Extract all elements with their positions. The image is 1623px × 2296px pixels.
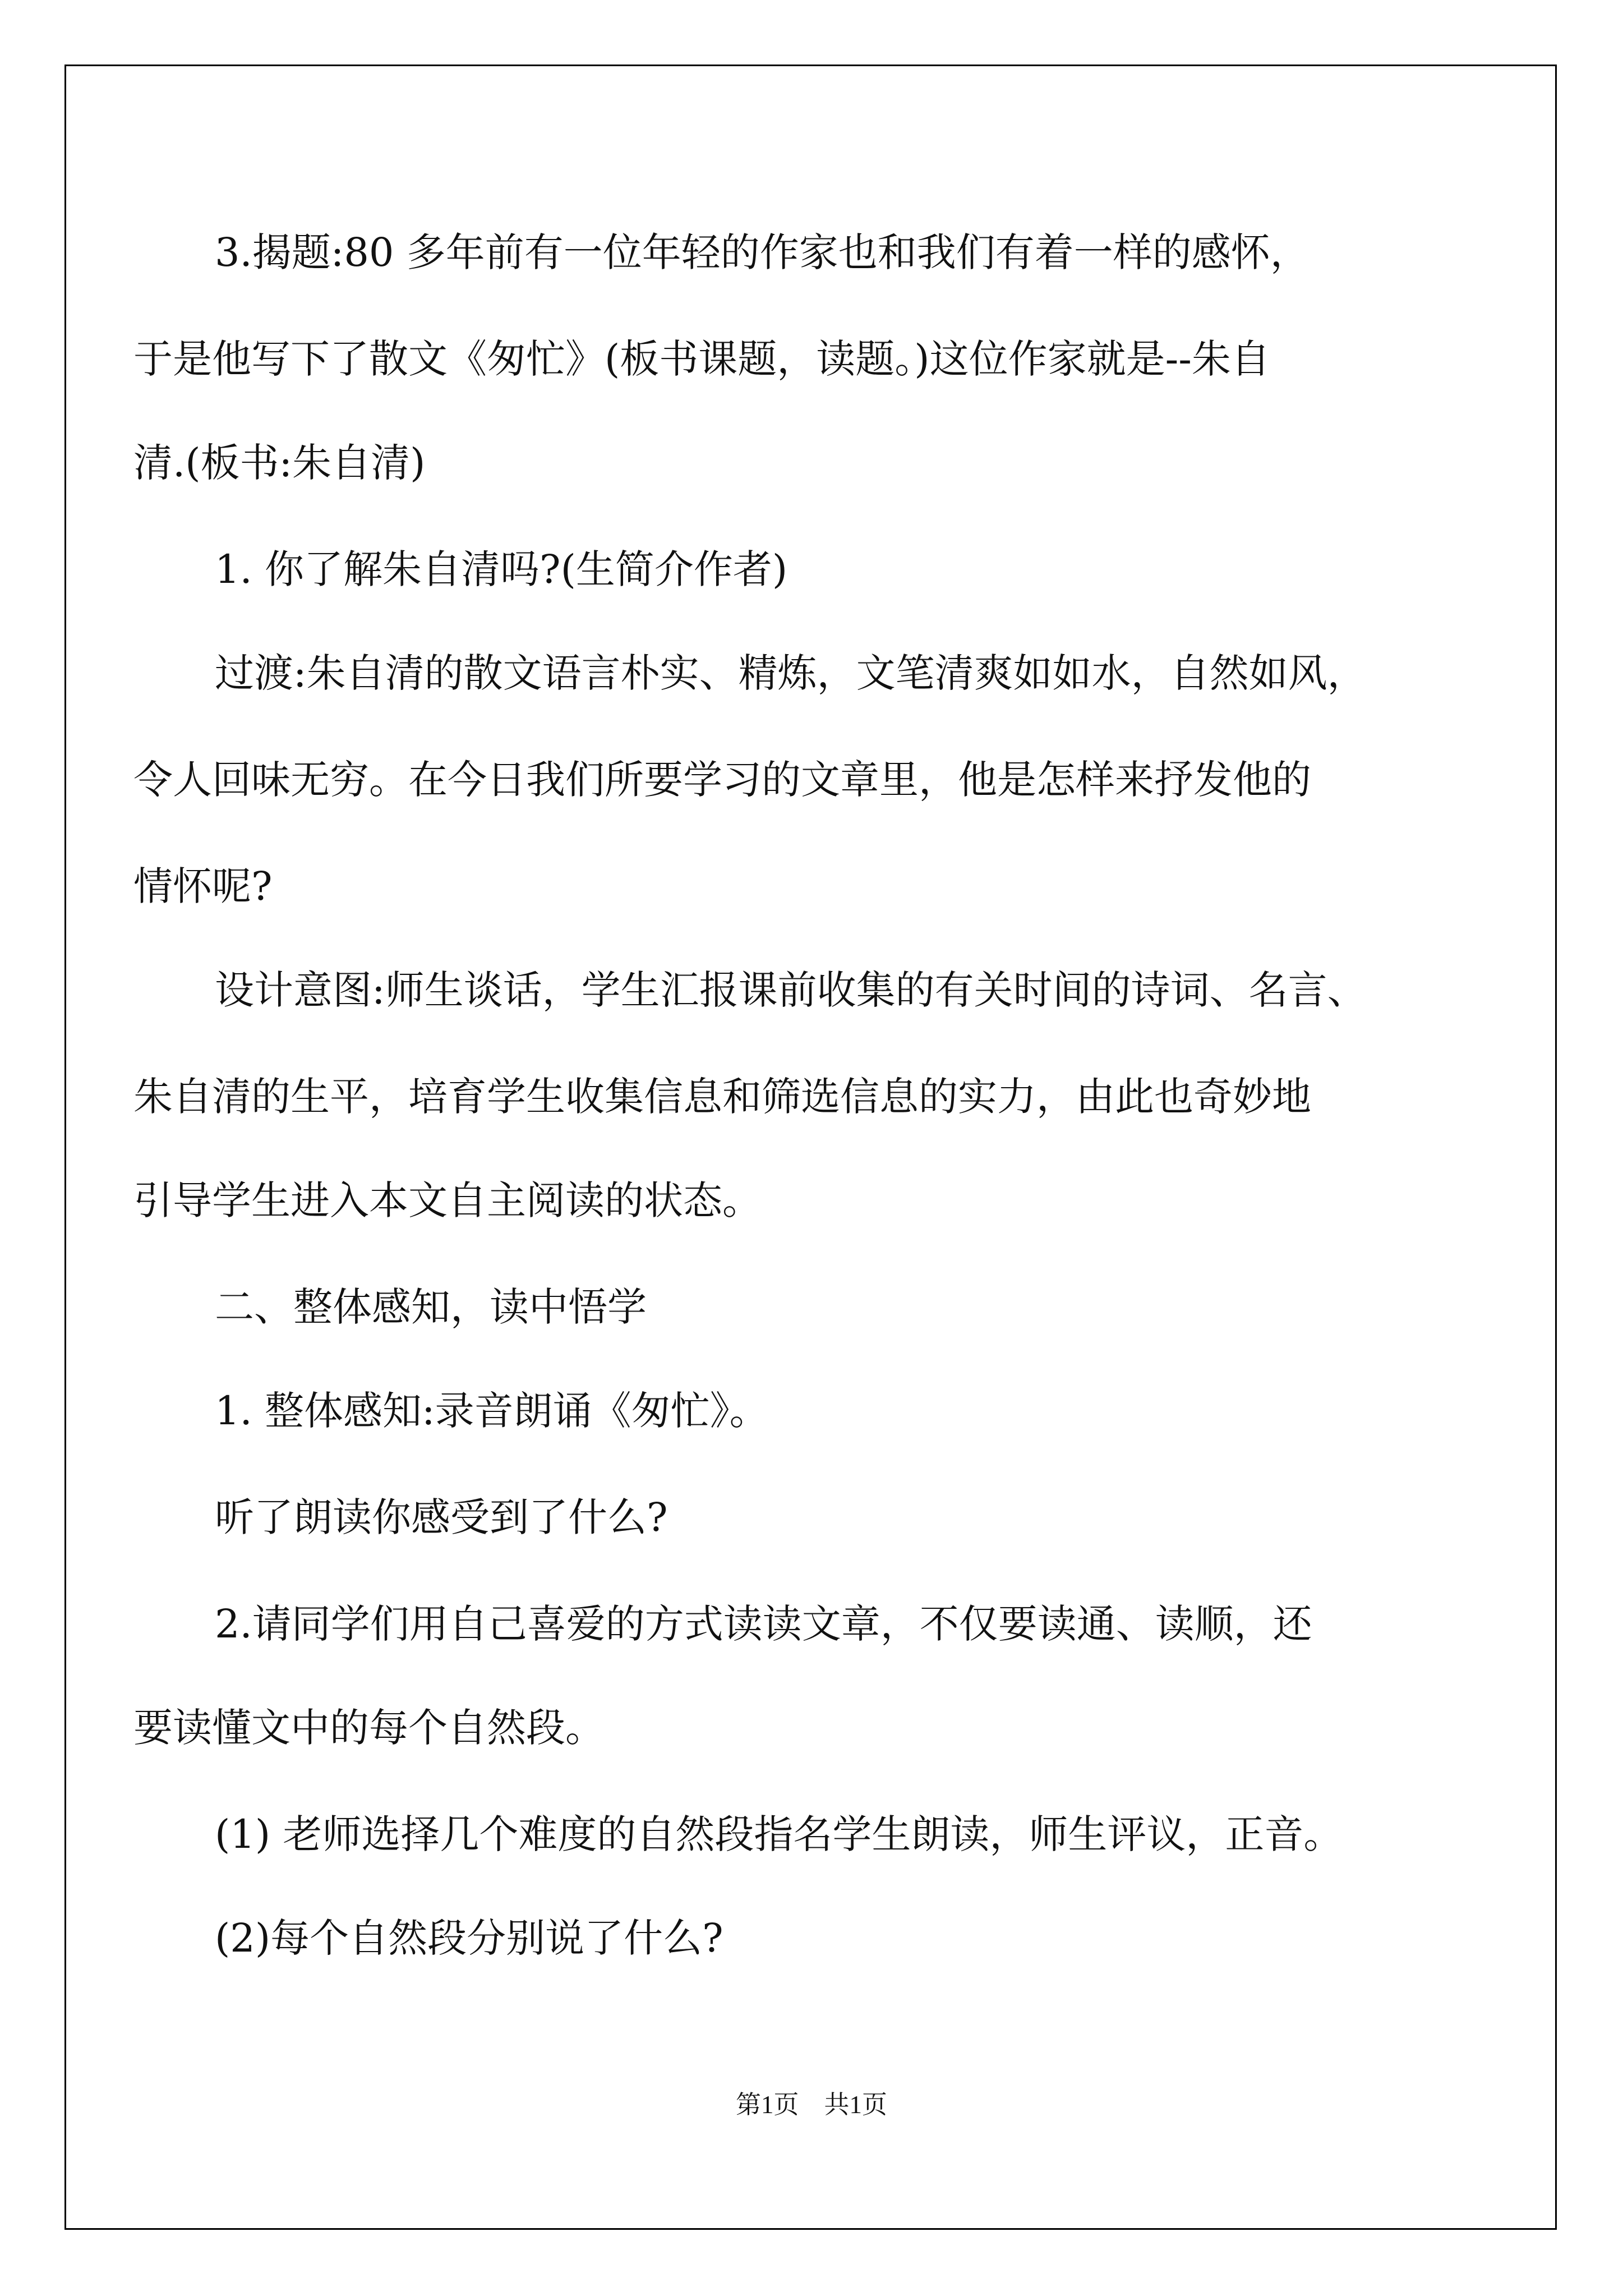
- paragraph-line: 设计意图:师生谈话，学生汇报课前收集的有关时间的诗词、名言、: [215, 967, 1367, 1013]
- paragraph-line: (2)每个自然段分别说了什么?: [215, 1915, 723, 1961]
- paragraph-line: 清.(板书:朱自清): [133, 440, 426, 486]
- paragraph-line: 2.请同学们用自己喜爱的方式读读文章，不仅要读通、读顺，还: [215, 1601, 1312, 1647]
- section-heading: 二、整体感知，读中悟学: [215, 1284, 647, 1330]
- paragraph-line: 1. 整体感知:录音朗诵《匆忙》。: [215, 1388, 769, 1434]
- paragraph-line: (1) 老师选择几个难度的自然段指名学生朗读，师生评议，正音。: [215, 1811, 1343, 1857]
- paragraph-line: 过渡:朱自清的散文语言朴实、精炼，文笔清爽如如水，自然如风，: [215, 650, 1367, 696]
- paragraph-line: 朱自清的生平，培育学生收集信息和筛选信息的实力，由此也奇妙地: [133, 1074, 1311, 1120]
- paragraph-line: 要读懂文中的每个自然段。: [133, 1705, 605, 1751]
- paragraph-line: 引导学生进入本文自主阅读的状态。: [133, 1177, 762, 1223]
- paragraph-line: 1. 你了解朱自清吗?(生简介作者): [215, 546, 788, 592]
- page-number: 第1页 共1页: [735, 2091, 887, 2119]
- paragraph-line: 听了朗读你感受到了什么?: [215, 1494, 668, 1540]
- page-border: [64, 65, 1557, 2230]
- paragraph-line: 3.揭题:80 多年前有一位年轻的作家也和我们有着一样的感怀，: [215, 229, 1310, 275]
- paragraph-line: 情怀呢?: [133, 863, 273, 909]
- paragraph-line: 于是他写下了散文《匆忙》(板书课题，读题。)这位作家就是--朱自: [133, 336, 1270, 382]
- paragraph-line: 令人回味无穷。在今日我们所要学习的文章里，他是怎样来抒发他的: [133, 757, 1311, 803]
